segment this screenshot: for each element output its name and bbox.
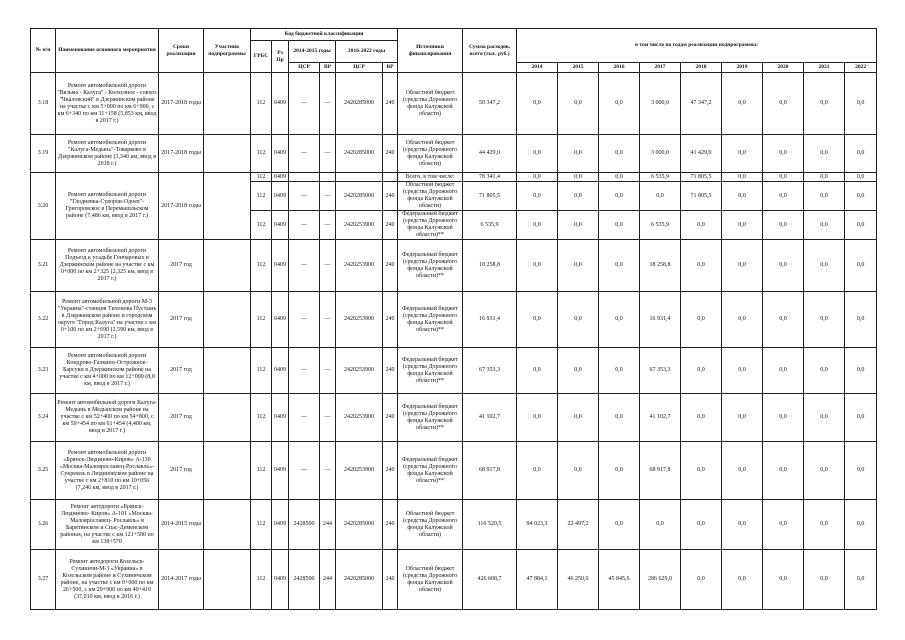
csr-2014-code: — xyxy=(289,292,320,348)
table-header xyxy=(31,29,877,73)
year-amount: 0,0 xyxy=(681,211,722,240)
year-amount: 0,0 xyxy=(517,182,558,211)
total-amount: 68 917,8 xyxy=(463,442,517,500)
header-year: 2022 xyxy=(845,63,877,73)
year-amount: 47 884,1 xyxy=(517,550,558,610)
table-row xyxy=(31,173,877,182)
year-amount: 0,0 xyxy=(681,500,722,550)
rzpr-code: 0409 xyxy=(272,182,289,211)
rzpr-code: 0409 xyxy=(272,173,289,182)
year-amount: 41 429,0 xyxy=(681,135,722,173)
year-amount: 0,0 xyxy=(845,292,877,348)
year-amount: 0,0 xyxy=(722,394,763,442)
activity-name: Ремонт автомобильной дороги Калуга-Медынь в Медынском районе на участке с км 52+400 по км 54+800, с км 59+454 по км 61+454 (4,400 км, ввод в 2017 г.) xyxy=(56,394,159,442)
participant xyxy=(204,550,251,610)
header-csr-2016: ЦСР xyxy=(336,63,383,73)
funding-source: Областной бюджет (средства Дорожного фонда Калужской области) xyxy=(398,500,463,550)
year-amount: 0,0 xyxy=(845,173,877,182)
csr-2014-code: — xyxy=(289,135,320,173)
header-num: № п/п xyxy=(31,29,56,73)
table-row xyxy=(31,73,877,135)
rzpr-code: 0409 xyxy=(272,500,289,550)
year-amount: 0,0 xyxy=(804,348,845,394)
year-amount: 18 258,8 xyxy=(640,240,681,292)
year-amount: 0,0 xyxy=(804,500,845,550)
year-amount: 0,0 xyxy=(640,182,681,211)
total-amount: 116 520,5 xyxy=(463,500,517,550)
rzpr-code: 0409 xyxy=(272,73,289,135)
total-amount: 78 341,4 xyxy=(463,173,517,182)
funding-source: Областной бюджет (средства Дорожного фонда Калужской области) xyxy=(398,550,463,610)
year-amount: 0,0 xyxy=(763,173,804,182)
year-amount: 0,0 xyxy=(804,211,845,240)
funding-source: Федеральный бюджет (средства Дорожного фонда Калужской области)** xyxy=(398,442,463,500)
year-amount: 0,0 xyxy=(558,135,599,173)
table-body xyxy=(31,73,877,610)
implementation-period: 2014-2017 годы xyxy=(159,550,204,610)
participant xyxy=(204,442,251,500)
vr-2014-code: — xyxy=(320,348,336,394)
vr-2016-code: 240 xyxy=(383,292,398,348)
year-amount: 41 102,7 xyxy=(640,394,681,442)
header-year: 2017 xyxy=(640,63,681,73)
header-year: 2019 xyxy=(722,63,763,73)
vr-2016-code: 240 xyxy=(383,135,398,173)
row-number: 3.25 xyxy=(31,442,56,500)
header-by-years: в том числе по годам реализации подпрограммы: xyxy=(517,29,877,63)
participant xyxy=(204,500,251,550)
activity-name: Ремонт автомобильной дороги "Глодневка-Суворов-Одоев"-Григоровское в Перемышльском районе (7,486 км, ввод в 2017 г.) xyxy=(56,173,159,240)
year-amount: 0,0 xyxy=(599,173,640,182)
header-year: 2015 xyxy=(558,63,599,73)
year-amount: 0,0 xyxy=(599,500,640,550)
activity-name: Ремонт автомобильной дороги Подъезд к усадьбе Гончаровых в Дзержинском районе на участке с км 0+000 по км 2+325 (2,325 км, ввод в 2017 г.) xyxy=(56,240,159,292)
year-amount: 0,0 xyxy=(845,348,877,394)
implementation-period: 2017 год xyxy=(159,240,204,292)
implementation-period: 2017-2018 годы xyxy=(159,173,204,240)
header-period-2016: 2016-2022 годы xyxy=(336,41,398,63)
table-row xyxy=(31,292,877,348)
header-vr-2016: ВР xyxy=(383,63,398,73)
participant xyxy=(204,135,251,173)
rzpr-code: 0409 xyxy=(272,550,289,610)
implementation-period: 2017 год xyxy=(159,442,204,500)
header-period: Сроки реализации xyxy=(159,29,204,73)
year-amount: 0,0 xyxy=(722,550,763,610)
year-amount: 0,0 xyxy=(599,348,640,394)
table-row xyxy=(31,135,877,173)
total-amount: 41 102,7 xyxy=(463,394,517,442)
total-amount: 71 805,5 xyxy=(463,182,517,211)
header-vr-2014: ВР xyxy=(320,63,336,73)
year-amount: 0,0 xyxy=(722,240,763,292)
year-amount: 47 347,2 xyxy=(681,73,722,135)
year-amount: 3 000,0 xyxy=(640,73,681,135)
year-amount: 0,0 xyxy=(722,348,763,394)
total-amount: 426 608,7 xyxy=(463,550,517,610)
year-amount: 0,0 xyxy=(558,240,599,292)
vr-2014-code: 244 xyxy=(320,550,336,610)
header-rzpr: Рз Пр xyxy=(272,41,289,73)
year-amount: 0,0 xyxy=(763,394,804,442)
participant xyxy=(204,348,251,394)
year-amount: 46 250,0 xyxy=(558,550,599,610)
year-amount: 0,0 xyxy=(722,182,763,211)
csr-2014-code: — xyxy=(289,394,320,442)
year-amount: 0,0 xyxy=(722,135,763,173)
year-amount: 0,0 xyxy=(640,500,681,550)
table-row xyxy=(31,500,877,550)
vr-2014-code: — xyxy=(320,394,336,442)
year-amount: 6 535,9 xyxy=(640,211,681,240)
year-amount: 0,0 xyxy=(804,550,845,610)
vr-2016-code: 240 xyxy=(383,550,398,610)
year-amount: 0,0 xyxy=(804,292,845,348)
year-amount: 0,0 xyxy=(517,442,558,500)
year-amount: 0,0 xyxy=(763,135,804,173)
grbs-code: 112 xyxy=(251,182,272,211)
participant xyxy=(204,173,251,240)
grbs-code: 112 xyxy=(251,211,272,240)
year-amount: 0,0 xyxy=(722,173,763,182)
csr-2014-code: — xyxy=(289,240,320,292)
year-amount: 0,0 xyxy=(763,348,804,394)
vr-2016-code: 240 xyxy=(383,500,398,550)
grbs-code: 112 xyxy=(251,442,272,500)
year-amount: 0,0 xyxy=(558,73,599,135)
rzpr-code: 0409 xyxy=(272,211,289,240)
grbs-code: 112 xyxy=(251,73,272,135)
vr-2014-code: — xyxy=(320,211,336,240)
vr-2014-code: — xyxy=(320,135,336,173)
csr-2016-code: 2420253900 xyxy=(336,442,383,500)
funding-source: Областной бюджет (средства Дорожного фонда Калужской области) xyxy=(398,182,463,211)
csr-2016-code: 2420285000 xyxy=(336,135,383,173)
year-amount: 0,0 xyxy=(763,292,804,348)
header-budget-code: Код бюджетной классификации xyxy=(251,29,398,41)
year-amount: 286 629,0 xyxy=(640,550,681,610)
csr-2016-code: 2420285000 xyxy=(336,73,383,135)
year-amount: 45 845,6 xyxy=(599,550,640,610)
year-amount: 67 353,3 xyxy=(640,348,681,394)
row-number: 3.24 xyxy=(31,394,56,442)
grbs-code: 112 xyxy=(251,173,272,182)
total-amount: 6 535,9 xyxy=(463,211,517,240)
year-amount: 0,0 xyxy=(722,442,763,500)
participant xyxy=(204,240,251,292)
row-number: 3.23 xyxy=(31,348,56,394)
document-page xyxy=(30,28,877,610)
grbs-code: 112 xyxy=(251,394,272,442)
year-amount: 0,0 xyxy=(845,550,877,610)
year-amount: 0,0 xyxy=(681,550,722,610)
year-amount: 0,0 xyxy=(558,182,599,211)
table-row xyxy=(31,240,877,292)
activity-name: Ремонт автомобильной дороги М-3 "Украина"-станция Тихонова Пустынь в Дзержинском районе и городском округе "Город Калуга" на участке с км 0+100 по км 2+690 (2,590 км, ввод в 2017 г.) xyxy=(56,292,159,348)
year-amount: 0,0 xyxy=(804,135,845,173)
row-number: 3.18 xyxy=(31,73,56,135)
vr-2014-code: 244 xyxy=(320,500,336,550)
year-amount: 0,0 xyxy=(845,211,877,240)
header-participant: Участник подпрограммы xyxy=(204,29,251,73)
year-amount: 0,0 xyxy=(517,173,558,182)
vr-2016-code: 240 xyxy=(383,211,398,240)
header-year: 2018 xyxy=(681,63,722,73)
year-amount: 0,0 xyxy=(804,442,845,500)
implementation-period: 2017-2018 годы xyxy=(159,135,204,173)
csr-2014-code: — xyxy=(289,73,320,135)
grbs-code: 112 xyxy=(251,240,272,292)
year-amount: 0,0 xyxy=(681,442,722,500)
header-year: 2021 xyxy=(804,63,845,73)
implementation-period: 2017 год xyxy=(159,348,204,394)
table-row xyxy=(31,442,877,500)
header-grbs: ГРБС xyxy=(251,41,272,73)
vr-2014-code: — xyxy=(320,182,336,211)
funding-source: Федеральный бюджет (средства Дорожного фонда Калужской области)** xyxy=(398,211,463,240)
csr-2016-code xyxy=(336,173,383,182)
header-year: 2014 xyxy=(517,63,558,73)
csr-2016-code: 2420253900 xyxy=(336,211,383,240)
csr-2016-code: 2420253900 xyxy=(336,292,383,348)
year-amount: 0,0 xyxy=(599,73,640,135)
vr-2016-code: 240 xyxy=(383,394,398,442)
year-amount: 0,0 xyxy=(722,500,763,550)
header-sum: Сумма расходов, всего (тыс. руб.) xyxy=(463,29,517,73)
year-amount: 0,0 xyxy=(558,394,599,442)
year-amount: 0,0 xyxy=(681,240,722,292)
year-amount: 3 000,0 xyxy=(640,135,681,173)
row-number: 3.27 xyxy=(31,550,56,610)
csr-2014-code xyxy=(289,173,320,182)
activity-name: Ремонт автомобильной дороги Кондрово-Галкино-Острожное-Барсуки в Дзержинском районе на участке с км 4+000 по км 12+000 (8,0 км, ввод в 2017 г.) xyxy=(56,348,159,394)
year-amount: 0,0 xyxy=(599,394,640,442)
year-amount: 0,0 xyxy=(845,182,877,211)
rzpr-code: 0409 xyxy=(272,135,289,173)
csr-2014-code: — xyxy=(289,182,320,211)
year-amount: 0,0 xyxy=(804,240,845,292)
header-period-2014: 2014-2015 годы xyxy=(289,41,336,63)
year-amount: 0,0 xyxy=(722,292,763,348)
participant xyxy=(204,394,251,442)
year-amount: 0,0 xyxy=(804,182,845,211)
year-amount: 0,0 xyxy=(763,182,804,211)
implementation-period: 2017 год xyxy=(159,292,204,348)
year-amount: 0,0 xyxy=(517,292,558,348)
row-number: 3.26 xyxy=(31,500,56,550)
funding-source: Областной бюджет (средства Дорожного фонда Калужской области) xyxy=(398,135,463,173)
csr-2014-code: 2428500 xyxy=(289,550,320,610)
rzpr-code: 0409 xyxy=(272,394,289,442)
funding-source: Областной бюджет (средства Дорожного фонда Калужской области) xyxy=(398,73,463,135)
vr-2016-code: 240 xyxy=(383,442,398,500)
table-row xyxy=(31,550,877,610)
rzpr-code: 0409 xyxy=(272,442,289,500)
year-amount: 68 917,8 xyxy=(640,442,681,500)
activity-name: Ремонт автомобильной дороги «Брянск-Людиново-Киров» А-130 «Москва-Малоярославец-Рославль»-Сукремль в Людиновском районе на участке с км 2+810 по км 10+056 (7,246 км, ввод в 2017 г.) xyxy=(56,442,159,500)
year-amount: 0,0 xyxy=(845,442,877,500)
year-amount: 0,0 xyxy=(517,348,558,394)
year-amount: 0,0 xyxy=(763,550,804,610)
total-amount: 50 347,2 xyxy=(463,73,517,135)
activity-name: Ремонт автодороги Козельск-Сухиничи-М-3 «Украина» в Козельском районе и Сухиничском районе, на участке с км 0+000 по км 26+500, с км 29+900 по км 40+410 (37,010 км, ввод в 2016 г.) xyxy=(56,550,159,610)
row-number: 3.22 xyxy=(31,292,56,348)
year-amount: 0,0 xyxy=(558,173,599,182)
table-row xyxy=(31,394,877,442)
year-amount: 94 023,3 xyxy=(517,500,558,550)
year-amount: 0,0 xyxy=(558,442,599,500)
vr-2014-code xyxy=(320,173,336,182)
implementation-period: 2017 год xyxy=(159,394,204,442)
csr-2016-code: 2420285000 xyxy=(336,182,383,211)
vr-2014-code: — xyxy=(320,240,336,292)
year-amount: 0,0 xyxy=(845,240,877,292)
csr-2014-code: — xyxy=(289,442,320,500)
year-amount: 0,0 xyxy=(763,211,804,240)
header-year: 2020 xyxy=(763,63,804,73)
vr-2016-code: 240 xyxy=(383,73,398,135)
year-amount: 0,0 xyxy=(845,500,877,550)
year-amount: 0,0 xyxy=(517,240,558,292)
funding-source: Федеральный бюджет (средства Дорожного фонда Калужской области)** xyxy=(398,292,463,348)
year-amount: 0,0 xyxy=(804,73,845,135)
grbs-code: 112 xyxy=(251,348,272,394)
year-amount: 0,0 xyxy=(599,240,640,292)
activity-name: Ремонт автомобильной дороги "Калуга-Медынь"-Товарково в Дзержинском районе (3,340 км, ввод в 2018 г.) xyxy=(56,135,159,173)
header-name: Наименование основного мероприятия xyxy=(56,29,159,73)
csr-2016-code: 2420253900 xyxy=(336,348,383,394)
year-amount: 0,0 xyxy=(517,211,558,240)
year-amount: 0,0 xyxy=(763,500,804,550)
year-amount: 0,0 xyxy=(681,348,722,394)
year-amount: 0,0 xyxy=(722,211,763,240)
year-amount: 0,0 xyxy=(845,394,877,442)
grbs-code: 112 xyxy=(251,500,272,550)
year-amount: 0,0 xyxy=(845,135,877,173)
year-amount: 0,0 xyxy=(517,73,558,135)
year-amount: 0,0 xyxy=(558,211,599,240)
participant xyxy=(204,292,251,348)
year-amount: 0,0 xyxy=(599,292,640,348)
grbs-code: 112 xyxy=(251,292,272,348)
csr-2014-code: 2428500 xyxy=(289,500,320,550)
year-amount: 22 497,2 xyxy=(558,500,599,550)
year-amount: 0,0 xyxy=(763,240,804,292)
funding-source: Федеральный бюджет (средства Дорожного фонда Калужской области)** xyxy=(398,394,463,442)
funding-source: Всего, в том числе: xyxy=(398,173,463,182)
csr-2016-code: 2420253900 xyxy=(336,240,383,292)
vr-2016-code: 240 xyxy=(383,240,398,292)
total-amount: 67 353,3 xyxy=(463,348,517,394)
row-number: 3.20 xyxy=(31,173,56,240)
year-amount: 0,0 xyxy=(558,292,599,348)
year-amount: 0,0 xyxy=(681,394,722,442)
vr-2016-code: 240 xyxy=(383,348,398,394)
year-amount: 0,0 xyxy=(558,348,599,394)
participant xyxy=(204,73,251,135)
rzpr-code: 0409 xyxy=(272,348,289,394)
vr-2016-code xyxy=(383,173,398,182)
rzpr-code: 0409 xyxy=(272,240,289,292)
vr-2016-code: 240 xyxy=(383,182,398,211)
year-amount: 0,0 xyxy=(599,135,640,173)
implementation-period: 2014-2015 годы xyxy=(159,500,204,550)
csr-2014-code: — xyxy=(289,348,320,394)
header-year: 2016 xyxy=(599,63,640,73)
rzpr-code: 0409 xyxy=(272,292,289,348)
year-amount: 16 931,4 xyxy=(640,292,681,348)
csr-2014-code: — xyxy=(289,211,320,240)
vr-2014-code: — xyxy=(320,292,336,348)
year-amount: 0,0 xyxy=(599,442,640,500)
activity-name: Ремонт автодороги «Брянск-Людиново- Киров» А-101 «Москва-Малоярославец- Рославль» в Барятинском и Спас-Деменском районах, на участке с км 121+500 по км 138+570 xyxy=(56,500,159,550)
vr-2014-code: — xyxy=(320,73,336,135)
csr-2016-code: 2420285000 xyxy=(336,500,383,550)
row-number: 3.19 xyxy=(31,135,56,173)
csr-2016-code: 2420253900 xyxy=(336,394,383,442)
year-amount: 0,0 xyxy=(804,394,845,442)
header-csr-2014: ЦСР xyxy=(289,63,320,73)
year-amount: 6 535,9 xyxy=(640,173,681,182)
year-amount: 0,0 xyxy=(517,135,558,173)
year-amount: 0,0 xyxy=(599,182,640,211)
year-amount: 0,0 xyxy=(845,73,877,135)
year-amount: 0,0 xyxy=(681,292,722,348)
year-amount: 0,0 xyxy=(804,173,845,182)
csr-2016-code: 2420285000 xyxy=(336,550,383,610)
funding-source: Федеральный бюджет (средства Дорожного фонда Калужской области)** xyxy=(398,348,463,394)
row-number: 3.21 xyxy=(31,240,56,292)
program-table xyxy=(30,28,877,610)
grbs-code: 112 xyxy=(251,550,272,610)
total-amount: 16 931,4 xyxy=(463,292,517,348)
implementation-period: 2017-2018 годы xyxy=(159,73,204,135)
year-amount: 0,0 xyxy=(517,394,558,442)
year-amount: 0,0 xyxy=(722,73,763,135)
header-sources: Источники финансирования xyxy=(398,29,463,73)
activity-name: Ремонт автомобильной дороги "Вязьма - Калуга" - Колхозное - совхоз "Чкаловский" в Дзержинском районе на участке с км 5+000 по км 6+900, с км 6+340 по км 11+158 (5,853 км, ввод в 2017 г.) xyxy=(56,73,159,135)
funding-source: Федеральный бюджет (средства Дорожного фонда Калужской области)** xyxy=(398,240,463,292)
year-amount: 71 805,5 xyxy=(681,182,722,211)
table-row xyxy=(31,348,877,394)
total-amount: 44 429,0 xyxy=(463,135,517,173)
grbs-code: 112 xyxy=(251,135,272,173)
year-amount: 0,0 xyxy=(599,211,640,240)
total-amount: 18 258,8 xyxy=(463,240,517,292)
year-amount: 0,0 xyxy=(763,442,804,500)
year-amount: 0,0 xyxy=(763,73,804,135)
year-amount: 71 805,5 xyxy=(681,173,722,182)
vr-2014-code: — xyxy=(320,442,336,500)
